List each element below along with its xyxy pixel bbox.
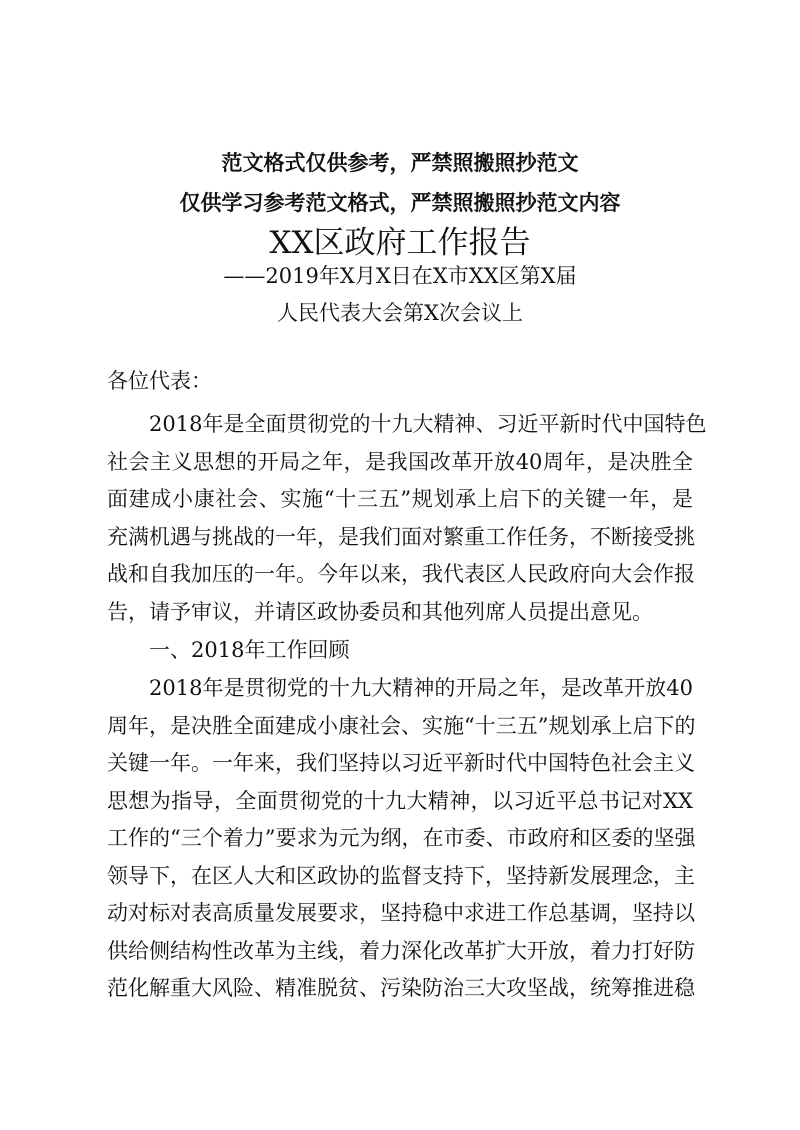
paragraph-line: 充满机遇与挑战的一年，是我们面对繁重工作任务，不断接受挑 <box>107 524 695 549</box>
paragraph-line: 供给侧结构性改革为主线，着力深化改革扩大开放，着力打好防 <box>107 938 695 963</box>
paragraph-line: 周年，是决胜全面建成小康社会、实施“十三五”规划承上启下的 <box>107 713 696 738</box>
paragraph-line: 2018年是贯彻党的十九大精神的开局之年，是改革开放40 <box>149 676 693 700</box>
salutation: 各位代表： <box>107 369 212 393</box>
paragraph-line: 2018年是全面贯彻党的十九大精神、习近平新时代中国特色 <box>149 412 707 436</box>
paragraph-line: 领导下，在区人大和区政协的监督支持下，坚持新发展理念，主 <box>107 863 695 888</box>
document-title: XX区政府工作报告 <box>269 225 531 261</box>
paragraph-1 <box>107 406 707 631</box>
paragraph-line: 思想为指导，全面贯彻党的十九大精神，以习近平总书记对XX <box>107 788 693 813</box>
paragraph-line: 告，请予审议，并请区政协委员和其他列席人员提出意见。 <box>107 599 653 624</box>
paragraph-line: 战和自我加压的一年。今年以来，我代表区人民政府向大会作报 <box>107 562 695 586</box>
paragraph-2 <box>107 670 696 1008</box>
disclaimer-line-2: 仅供学习参考范文格式，严禁照搬照抄范文内容 <box>179 191 621 215</box>
paragraph-line: 动对标对表高质量发展要求，坚持稳中求进工作总基调，坚持以 <box>107 901 695 925</box>
paragraph-line: 社会主义思想的开局之年，是我国改革开放40周年，是决胜全 <box>107 449 693 474</box>
paragraph-line: 面建成小康社会、实施“十三五”规划承上启下的关键一年，是 <box>107 487 693 511</box>
paragraph-line: 工作的“三个着力”要求为元为纲，在市委、市政府和区委的坚强 <box>107 826 696 850</box>
section-heading: 一、2018年工作回顾 <box>149 638 350 662</box>
paragraph-line: 范化解重大风险、精准脱贫、污染防治三大攻坚战，统筹推进稳 <box>107 976 695 1000</box>
paragraph-line: 关键一年。一年来，我们坚持以习近平新时代中国特色社会主义 <box>107 751 695 775</box>
subtitle-line-1: ——2019年X月X日在X市XX区第X届 <box>223 264 577 288</box>
disclaimer-line-1: 范文格式仅供参考，严禁照搬照抄范文 <box>221 151 579 175</box>
subtitle-line-2: 人民代表大会第X次会议上 <box>277 301 523 325</box>
